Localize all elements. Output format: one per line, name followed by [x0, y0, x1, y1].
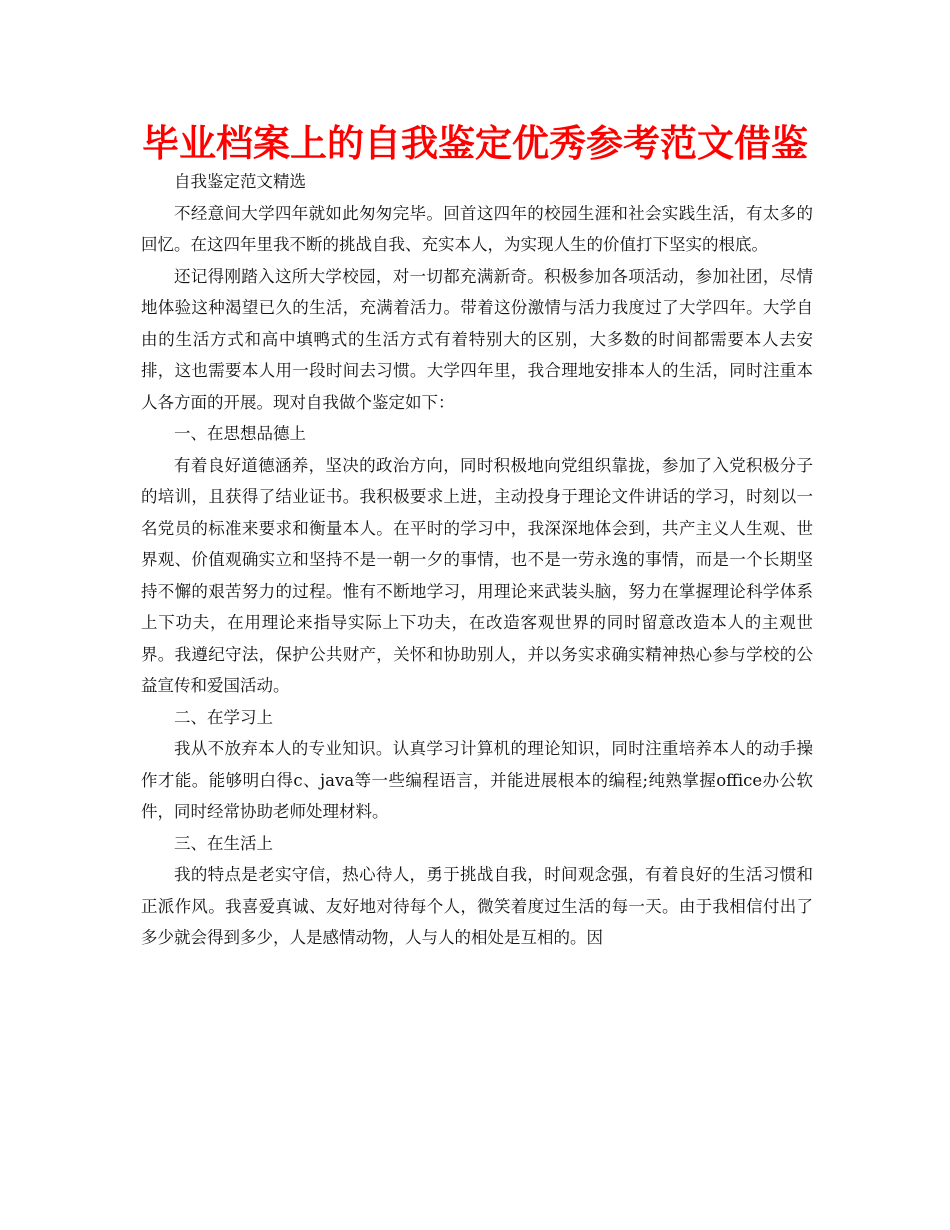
document-body — [141, 166, 813, 954]
study-paragraph: 我从不放弃本人的专业知识。认真学习计算机的理论知识，同时注重培养本人的动手操作才能。能够明白得c、java等一些编程语言，并能进展根本的编程;纯熟掌握office办公软件，同时经常协助老师处理材料。 — [141, 739, 813, 821]
campus-life-paragraph: 还记得刚踏入这所大学校园，对一切都充满新奇。积极参加各项活动，参加社团，尽情地体验这种渴望已久的生活，充满着活力。带着这份激情与活力我度过了大学四年。大学自由的生活方式和高中填鸭式的生活方式有着特别大的区别，大多数的时间都需要本人去安排，这也需要本人用一段时间去习惯。大学四年里，我合理地安排本人的生活，同时注重本人各方面的开展。现对自我做个鉴定如下： — [141, 266, 813, 412]
section-heading-study: 二、在学习上 — [174, 707, 273, 727]
morality-paragraph: 有着良好道德涵养，坚决的政治方向，同时积极地向党组织靠拢，参加了入党积极分子的培训，且获得了结业证书。我积极要求上进，主动投身于理论文件讲话的学习，时刻以一名党员的标准来要求和衡量本人。在平时的学习中，我深深地体会到，共产主义人生观、世界观、价值观确实立和坚持不是一朝一夕的事情，也不是一劳永逸的事情，而是一个长期坚持不懈的艰苦努力的过程。惟有不断地学习，用理论来武装头脑，努力在掌握理论科学体系上下功夫，在用理论来指导实际上下功夫，在改造客观世界的同时留意改造本人的主观世界。我遵纪守法，保护公共财产，关怀和协助别人，并以务实求确实精神热心参与学校的公益宣传和爱国活动。 — [141, 455, 813, 695]
section-heading-morality: 一、在思想品德上 — [174, 424, 306, 443]
life-paragraph: 我的特点是老实守信，热心待人，勇于挑战自我，时间观念强，有着良好的生活习惯和正派作风。我喜爱真诚、友好地对待每个人，微笑着度过生活的每一天。由于我相信付出了多少就会得到多少，人是感情动物，人与人的相处是互相的。因 — [141, 865, 813, 947]
section-heading-life: 三、在生活上 — [174, 833, 273, 853]
intro-paragraph: 不经意间大学四年就如此匆匆完毕。回首这四年的校园生涯和社会实践生活，有太多的回忆。在这四年里我不断的挑战自我、充实本人，为实现人生的价值打下坚实的根底。 — [141, 203, 813, 254]
subtitle-paragraph: 自我鉴定范文精选 — [174, 172, 306, 191]
document-title: 毕业档案上的自我鉴定优秀参考范文借鉴 — [142, 122, 808, 165]
